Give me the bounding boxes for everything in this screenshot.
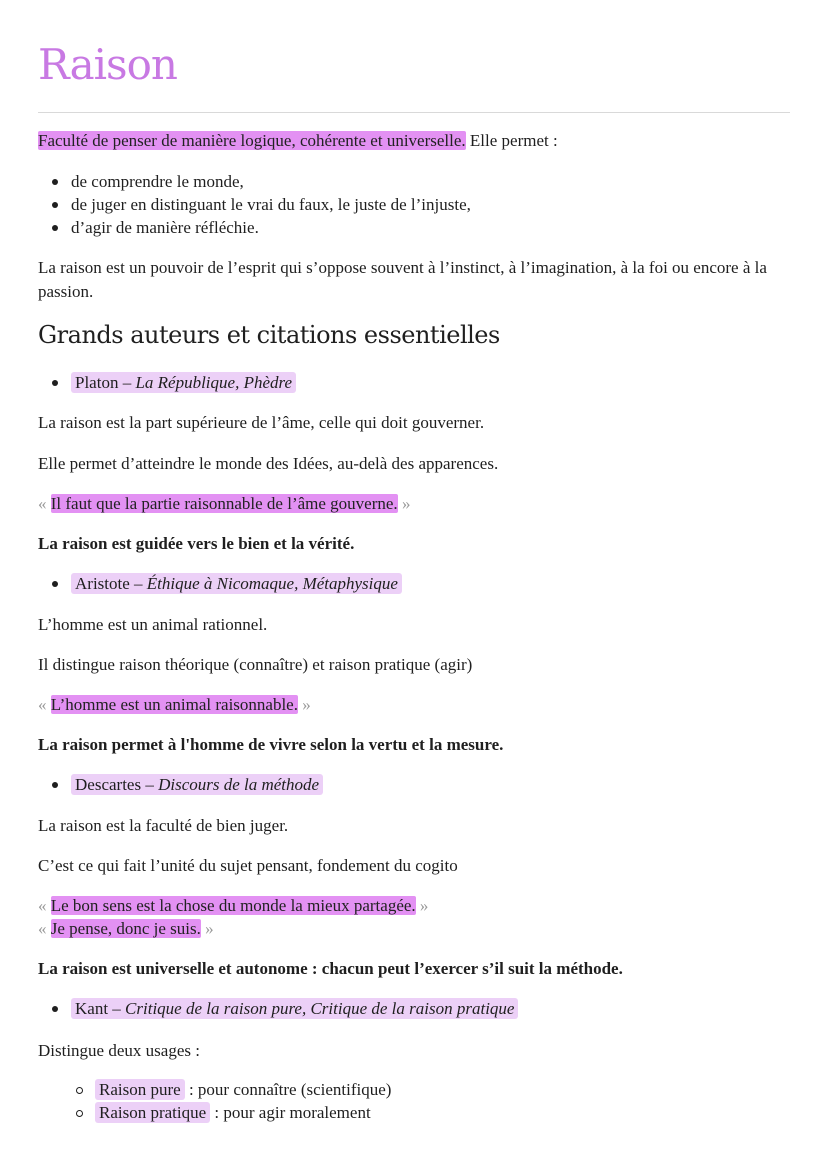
author-name: Aristote – [75,574,147,593]
list-item-text: d’agir de manière réfléchie. [71,218,259,237]
author-works: Critique de la raison pure, Critique de la raison pratique [125,999,515,1018]
bullet-icon [52,202,58,208]
author-tag [71,998,518,1019]
quote-open: « [38,896,51,915]
author-item [38,572,402,595]
author-kant [38,997,518,1020]
author-line: La raison est la faculté de bien juger. [38,816,289,835]
term-description: : pour connaître (scientifique) [184,1080,392,1099]
term-description: : pour agir moralement [210,1103,371,1122]
author-tag [71,372,296,393]
author-works: Discours de la méthode [158,775,320,794]
sub-list-item [38,1101,391,1124]
bullet-icon [52,782,58,788]
citation [38,894,798,918]
sub-list-item [38,1078,391,1101]
author-line: L’homme est un animal rationnel. [38,615,268,634]
citation [38,492,798,516]
citation [38,917,798,941]
author-line: La raison est la part supérieure de l’âme, celle qui doit gouverner. [38,413,485,432]
author-line: Il distingue raison théorique (connaître) et raison pratique (agir) [38,655,473,674]
quote-close: » [200,919,214,938]
bullet-icon [52,225,58,231]
term-highlight: Raison pratique [95,1102,210,1123]
intro-list [38,170,471,239]
list-item [38,216,471,239]
author-works: Éthique à Nicomaque, Métaphysique [146,574,398,593]
author-name: Kant – [75,999,126,1018]
term-highlight: Raison pure [95,1079,185,1100]
definition-highlight: Faculté de penser de manière logique, cohérente et universelle. [38,131,466,150]
author-item [38,997,518,1020]
bullet-icon [52,380,58,386]
author-tag [71,573,402,594]
author-line: C’est ce qui fait l’unité du sujet pensant, fondement du cogito [38,856,458,875]
author-item [38,371,296,394]
list-item-text: de juger en distinguant le vrai du faux, le juste de l’injuste, [71,195,471,214]
quote-close: » [397,494,411,513]
circle-bullet-icon [76,1110,83,1117]
citation-text: L’homme est un animal raisonnable. [50,695,298,714]
citation-text: Je pense, donc je suis. [50,919,201,938]
author-item [38,773,323,796]
author-tag [71,774,323,795]
author-name: Descartes – [75,775,159,794]
bullet-icon [52,179,58,185]
author-name: Platon – [75,373,136,392]
quote-open: « [38,494,51,513]
bullet-icon [52,581,58,587]
author-platon [38,371,296,394]
kant-uses-list [38,1078,391,1124]
quote-close: » [297,695,311,714]
citation [38,693,798,717]
bullet-icon [52,1006,58,1012]
quote-open: « [38,919,51,938]
author-summary: La raison est universelle et autonome : chacun peut l’exercer s’il suit la méthode. [38,959,623,978]
list-item-text: de comprendre le monde, [71,172,244,191]
quote-close: » [415,896,429,915]
author-summary: La raison est guidée vers le bien et la vérité. [38,534,355,553]
author-works: La République, Phèdre [135,373,293,392]
circle-bullet-icon [76,1087,83,1094]
author-line: Distingue deux usages : [38,1041,200,1060]
title-divider [38,112,790,113]
page-title: Raison [38,40,177,89]
author-descartes [38,773,323,796]
section-heading: Grands auteurs et citations essentielles [38,321,500,349]
citation-text: Il faut que la partie raisonnable de l’âme gouverne. [50,494,398,513]
definition [38,129,798,153]
list-item [38,193,471,216]
intro-paragraph: La raison est un pouvoir de l’esprit qui s’oppose souvent à l’instinct, à l’imagination, à la foi ou encore à la passion. [38,258,767,301]
quote-open: « [38,695,51,714]
author-line: Elle permet d’atteindre le monde des Idées, au-delà des apparences. [38,454,499,473]
author-aristote [38,572,402,595]
definition-rest: Elle permet : [465,131,558,150]
author-summary: La raison permet à l'homme de vivre selon la vertu et la mesure. [38,735,504,754]
citation-text: Le bon sens est la chose du monde la mieux partagée. [50,896,416,915]
list-item [38,170,471,193]
